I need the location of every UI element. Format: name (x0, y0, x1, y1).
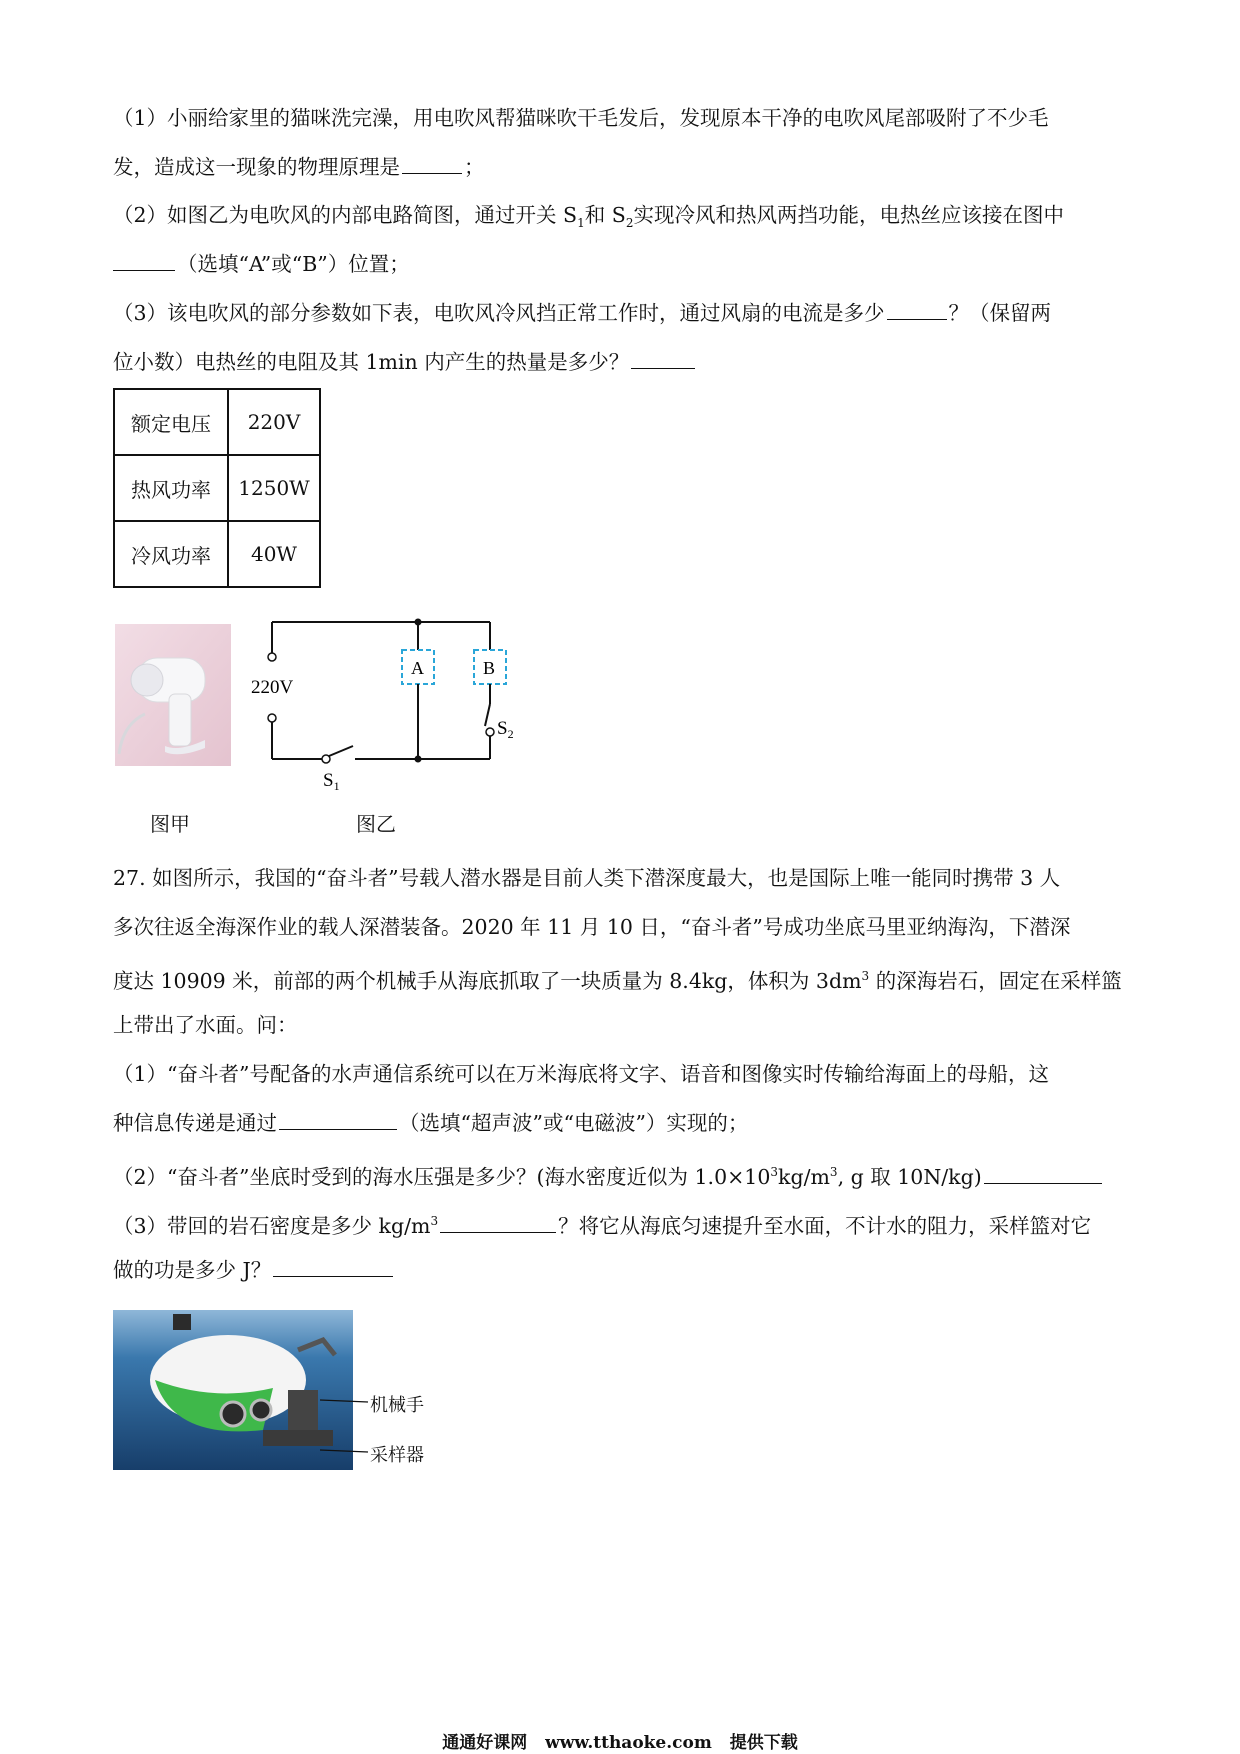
figure-jia-caption: 图甲 (150, 812, 190, 836)
q26-part3-text-c: 位小数）电热丝的电阻及其 1min 内产生的热量是多少？ (113, 350, 630, 374)
answer-blank[interactable] (402, 155, 462, 174)
answer-blank[interactable] (113, 252, 175, 271)
subscript: 1 (577, 216, 585, 231)
q26-part3-text-b: ？（保留两 (948, 301, 1052, 325)
table-row (114, 389, 320, 455)
switch-pivot-icon (322, 755, 330, 763)
q26-part2-text-d: （选填“A”或“B”）位置； (177, 252, 410, 276)
q27-part3-text-c: 做的功是多少 J？ (113, 1258, 272, 1282)
answer-blank[interactable] (887, 301, 947, 320)
switch-s1-label: $S_1$ (323, 770, 340, 793)
q26-part1-end: ； (464, 155, 485, 179)
q26-part2-text-a: （2）如图乙为电吹风的内部电路简图，通过开关 S (113, 203, 578, 227)
submersible-photo (113, 1310, 353, 1470)
q26-part1-text: 发，造成这一现象的物理原理是 (113, 155, 400, 179)
q27-part1-line2 (113, 1108, 748, 1138)
parameter-table (113, 388, 321, 588)
q26-part3-line2 (113, 347, 697, 377)
q27-line3 (113, 961, 1122, 996)
q27-line1: 27. 如图所示，我国的“奋斗者”号载人潜水器是目前人类下潜深度最大，也是国际上唯一能同时携带 3 人 (113, 866, 1061, 890)
table-row (114, 455, 320, 521)
footer-action: 提供下载 (729, 1733, 798, 1753)
superscript: 3 (861, 969, 870, 983)
switch-s1-icon (329, 746, 353, 756)
q27-line3-text-b: 的深海岩石，固定在采样篮 (869, 968, 1122, 993)
q27-line3-text-a: 度达 10909 米，前部的两个机械手从海底抓取了一块质量为 8.4kg，体积为 3dm (113, 968, 862, 993)
voltage-label: 220V (251, 677, 294, 698)
q27-part2-text-c: , g 取 10N/kg) (837, 1164, 982, 1189)
footer-site: 通通好课网 (442, 1733, 528, 1753)
annotation-line (320, 1400, 368, 1402)
sampler-label: 采样器 (370, 1445, 424, 1466)
q26-part2-text-b: 和 S (584, 203, 626, 227)
position-a-label: A (411, 658, 424, 678)
subscript: 2 (625, 216, 634, 231)
footer-url-link[interactable]: www.tthaoke.com (545, 1733, 712, 1753)
table-cell: 冷风功率 (114, 521, 228, 587)
table-cell: 1250W (228, 455, 320, 521)
q27-line2: 多次往返全海深作业的载人深潜装备。2020 年 11 月 10 日，“奋斗者”号成功坐底马里亚纳海沟，下潜深 (113, 915, 1071, 939)
q27-line4: 上带出了水面。问： (113, 1013, 298, 1037)
answer-blank[interactable] (984, 1165, 1102, 1184)
terminal-icon (268, 653, 276, 661)
table-cell: 40W (228, 521, 320, 587)
switch-s2-label: $S_2$ (497, 718, 514, 741)
q27-part3-line1 (113, 1206, 1091, 1241)
page-footer (0, 1728, 1240, 1753)
switch-s2-icon (485, 704, 490, 726)
table-cell: 热风功率 (114, 455, 228, 521)
q27-part2-text-a: （2）“奋斗者”坐底时受到的海水压强是多少？(海水密度近似为 1.0×10 (113, 1164, 771, 1189)
q27-part1-line1: （1）“奋斗者”号配备的水声通信系统可以在万米海底将文字、语音和图像实时传输给海面上的母船，这 (113, 1062, 1050, 1086)
q27-part3-text-b: ？将它从海底匀速提升至水面，不计水的阻力，采样篮对它 (558, 1213, 1092, 1238)
q26-part1-line1: （1）小丽给家里的猫咪洗完澡，用电吹风帮猫咪吹干毛发后，发现原本干净的电吹风尾部吸附了不少毛 (113, 106, 1049, 130)
hair-dryer-photo (115, 624, 231, 766)
q27-part2-text-b: kg/m (778, 1164, 830, 1189)
q26-part2-line2 (113, 249, 410, 279)
mechanical-arm-label: 机械手 (370, 1395, 424, 1416)
figure-yi-caption: 图乙 (356, 812, 396, 836)
q26-part2-text-c: 实现冷风和热风两挡功能，电热丝应该接在图中 (633, 203, 1064, 227)
q27-part1-text-b: （选填“超声波”或“电磁波”）实现的； (399, 1111, 749, 1135)
answer-blank[interactable] (631, 350, 695, 369)
table-row (114, 521, 320, 587)
superscript: 3 (430, 1214, 439, 1228)
q27-part1-text-a: 种信息传递是通过 (113, 1111, 277, 1135)
table-cell: 220V (228, 389, 320, 455)
q26-part1-line2 (113, 152, 485, 182)
switch-pivot-icon (486, 728, 494, 736)
q26-part2-line1 (113, 200, 1064, 238)
position-b-label: B (483, 658, 496, 678)
annotation-line (320, 1450, 368, 1452)
answer-blank[interactable] (273, 1258, 393, 1277)
q27-part3-line2 (113, 1255, 395, 1285)
circuit-diagram (245, 608, 535, 798)
table-cell: 额定电压 (114, 389, 228, 455)
superscript: 3 (829, 1165, 838, 1179)
q27-part2-line (113, 1157, 1104, 1192)
q27-part3-text-a: （3）带回的岩石密度是多少 kg/m (113, 1213, 431, 1238)
annotation-lines (320, 1390, 370, 1470)
superscript: 3 (770, 1165, 779, 1179)
q26-part3-text-a: （3）该电吹风的部分参数如下表，电吹风冷风挡正常工作时，通过风扇的电流是多少 (113, 301, 885, 325)
terminal-icon (268, 714, 276, 722)
answer-blank[interactable] (279, 1111, 397, 1130)
q26-part3-line1 (113, 298, 1051, 328)
answer-blank[interactable] (440, 1214, 556, 1233)
